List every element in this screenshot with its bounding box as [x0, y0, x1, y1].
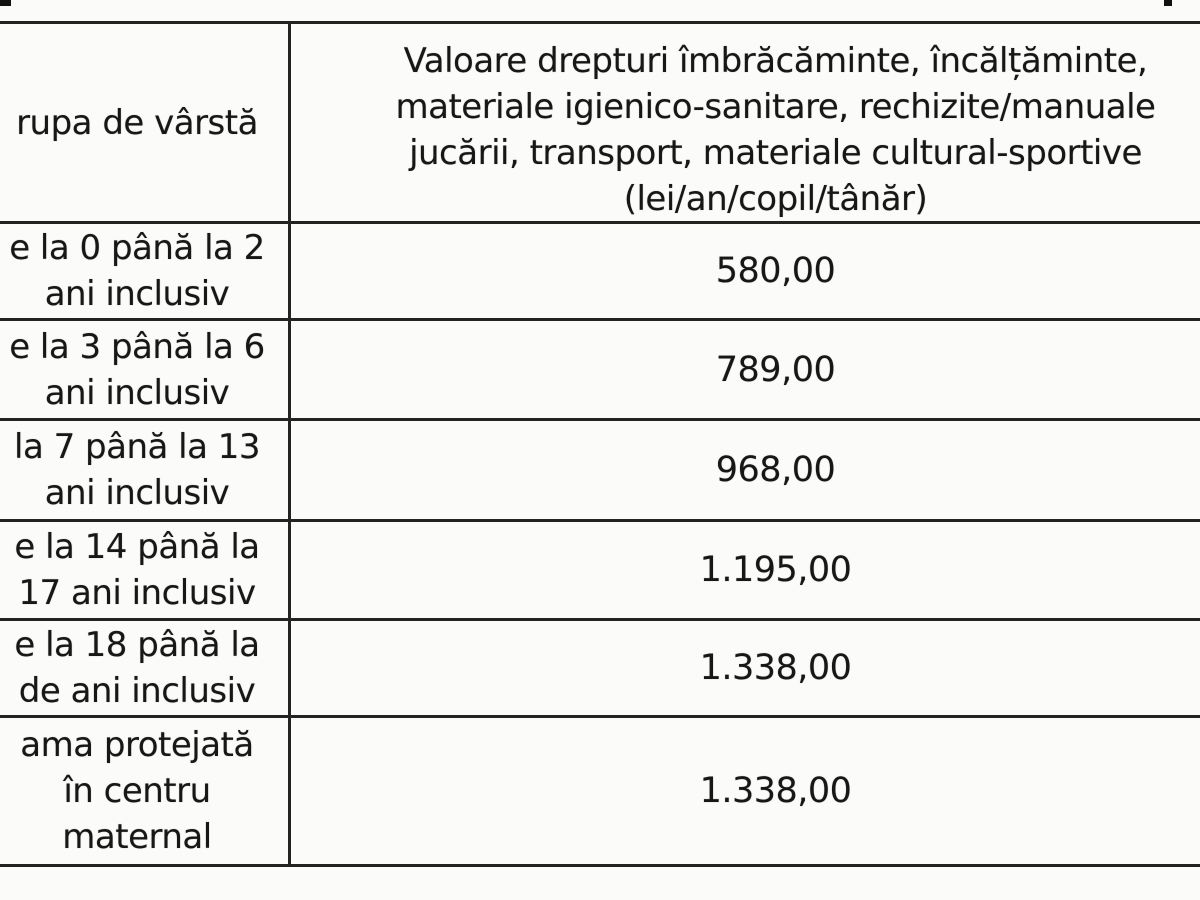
value-cell — [291, 522, 1200, 618]
age-group-label-line: e la 14 până la — [14, 527, 260, 567]
value-text: 580,00 — [715, 251, 836, 291]
header-value-title-line: (lei/an/copil/tânăr) — [623, 178, 928, 219]
age-group-label-line: e la 18 până la — [14, 625, 260, 665]
header-value-title-line: materiale igienico-sanitare, rechizite/manuale — [395, 86, 1156, 127]
value-cell — [291, 421, 1200, 519]
age-group-label-line: ani inclusiv — [44, 274, 230, 314]
age-group-label-line: maternal — [62, 817, 212, 857]
table-row — [0, 418, 1200, 519]
age-group-label-line: de ani inclusiv — [18, 671, 256, 711]
age-group-cell — [0, 522, 288, 618]
header-value-title-line: jucării, transport, materiale cultural-sportive — [409, 132, 1142, 173]
table-row — [0, 318, 1200, 418]
age-group-cell — [0, 224, 288, 318]
age-group-label-line: e la 0 până la 2 — [9, 228, 265, 268]
header-value-title-cell — [291, 24, 1200, 221]
value-text: 789,00 — [715, 349, 836, 390]
value-text: 1.338,00 — [699, 771, 852, 811]
table-row — [0, 618, 1200, 715]
header-age-group-label: rupa de vârstă — [16, 102, 258, 143]
table-row — [0, 221, 1200, 318]
value-text: 968,00 — [715, 450, 836, 490]
value-cell — [291, 621, 1200, 715]
age-group-label-line: în centru — [63, 771, 211, 811]
value-cell — [291, 224, 1200, 318]
age-group-cell — [0, 718, 288, 864]
header-age-group-cell — [0, 24, 288, 221]
value-text: 1.195,00 — [699, 550, 852, 590]
cropped-content-mark-top-right — [1164, 0, 1172, 6]
age-group-label-line: la 7 până la 13 — [14, 427, 260, 467]
age-group-label-line: 17 ani inclusiv — [18, 573, 256, 613]
value-cell — [291, 321, 1200, 418]
table-header-row — [0, 24, 1200, 221]
age-group-cell — [0, 421, 288, 519]
allowance-table — [0, 21, 1200, 867]
header-value-title-line: Valoare drepturi îmbrăcăminte, încălțăminte, — [403, 40, 1148, 81]
age-group-label-line: e la 3 până la 6 — [9, 326, 265, 367]
age-group-label-line: ama protejată — [20, 725, 254, 765]
value-cell — [291, 718, 1200, 864]
cropped-content-mark-top-left — [0, 0, 11, 6]
age-group-label-line: ani inclusiv — [44, 473, 230, 513]
age-group-label-line: ani inclusiv — [44, 372, 230, 413]
age-group-cell — [0, 321, 288, 418]
value-text: 1.338,00 — [699, 648, 852, 688]
age-group-cell — [0, 621, 288, 715]
column-divider-line — [288, 24, 291, 864]
table-row — [0, 519, 1200, 618]
table-row — [0, 715, 1200, 864]
